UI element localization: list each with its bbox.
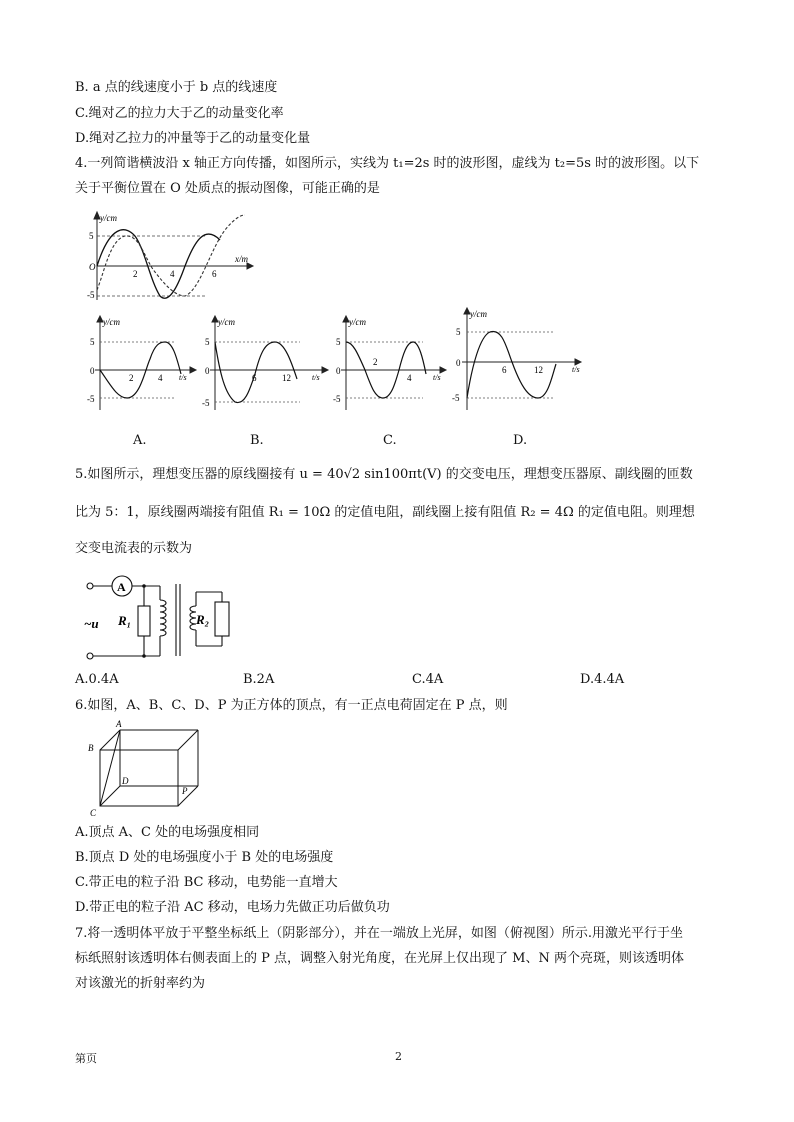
q5-option-d: D.4.4A [580, 672, 625, 687]
svg-text:6: 6 [252, 373, 257, 383]
transformer-circuit [82, 572, 242, 664]
q6-stem: 6.如图，A、B、C、D、P 为正方体的顶点，有一正点电荷固定在 P 点，则 [75, 698, 508, 713]
wave-tick-y: -5 [87, 290, 95, 300]
wave-ylabel: y/cm [100, 213, 117, 223]
q5-option-a: A.0.4A [75, 672, 119, 687]
svg-text:4: 4 [158, 373, 163, 383]
wave-diagram [85, 210, 260, 305]
svg-text:D: D [122, 776, 129, 786]
wave-tick-x: 2 [133, 269, 138, 279]
svg-text:6: 6 [502, 365, 507, 375]
svg-text:y/cm: y/cm [470, 309, 487, 319]
q4-stem-line1: 4.一列简谐横波沿 x 轴正方向传播，如图所示，实线为 t₁=2s 时的波形图，虚线为 t₂=5s 时的波形图。以下 [75, 156, 700, 171]
graph-d [450, 306, 590, 414]
cube-diagram [82, 718, 202, 818]
svg-text:5: 5 [205, 337, 210, 347]
svg-text:y/cm: y/cm [218, 317, 235, 327]
svg-text:5: 5 [336, 337, 341, 347]
svg-text:5: 5 [90, 337, 95, 347]
svg-text:A: A [117, 580, 126, 594]
q6-option-c: C.带正电的粒子沿 BC 移动，电势能一直增大 [75, 875, 338, 890]
svg-text:R₁: R₁ [118, 613, 132, 628]
q6-option-a: A.顶点 A、C 处的电场强度相同 [75, 825, 260, 840]
svg-text:0: 0 [205, 366, 210, 376]
q4-option-a: A. [133, 433, 147, 448]
q3-option-c: C.绳对乙的拉力大于乙的动量变化率 [75, 106, 284, 121]
svg-text:2: 2 [373, 357, 378, 367]
svg-text:4: 4 [407, 373, 412, 383]
svg-text:t/s: t/s [433, 373, 441, 382]
wave-tick-x: 4 [170, 269, 175, 279]
svg-text:0: 0 [336, 366, 341, 376]
svg-text:B: B [88, 743, 94, 753]
graph-a [85, 314, 200, 414]
svg-text:-5: -5 [333, 394, 341, 404]
svg-text:~u: ~u [84, 616, 99, 631]
svg-text:y/cm: y/cm [103, 317, 120, 327]
page-number: 2 [395, 1050, 402, 1063]
svg-text:-5: -5 [87, 394, 95, 404]
svg-text:P: P [182, 786, 188, 796]
q3-option-b: B. a 点的线速度小于 b 点的线速度 [75, 80, 278, 95]
svg-text:R₂: R₂ [196, 612, 210, 627]
wave-tick-x: 6 [212, 269, 217, 279]
dashed-wave [97, 215, 245, 296]
graph-b [200, 314, 335, 414]
svg-text:y/cm: y/cm [349, 317, 366, 327]
svg-text:0: 0 [456, 358, 461, 368]
q6-option-d: D.带正电的粒子沿 AC 移动，电场力先做正功后做负功 [75, 900, 390, 915]
graph-c [333, 314, 453, 414]
footer-label: 第页 [75, 1052, 97, 1065]
svg-text:A: A [116, 719, 122, 729]
svg-text:12: 12 [282, 373, 291, 383]
svg-text:0: 0 [90, 366, 95, 376]
svg-text:5: 5 [456, 327, 461, 337]
svg-text:C: C [90, 808, 97, 818]
q5-stem-line1: 5.如图所示，理想变压器的原线圈接有 u = 40√2 sin100πt(V) 的交变电压，理想变压器原、副线圈的匝数 [75, 467, 693, 482]
svg-text:-5: -5 [452, 393, 460, 403]
q4-stem-line2: 关于平衡位置在 O 处质点的振动图像，可能正确的是 [75, 181, 380, 196]
q5-option-b: B.2A [243, 672, 275, 687]
svg-text:12: 12 [534, 365, 543, 375]
q4-option-c: C. [383, 433, 397, 448]
svg-text:2: 2 [129, 373, 134, 383]
wave-xlabel: x/m [235, 254, 248, 264]
solid-wave [97, 230, 220, 298]
wave-origin: O [89, 262, 96, 272]
resistor-r2 [215, 602, 229, 636]
svg-text:t/s: t/s [179, 373, 187, 382]
q4-option-d: D. [513, 433, 528, 448]
q7-stem-line2: 标纸照射该透明体右侧表面上的 P 点，调整入射光角度，在光屏上仅出现了 M、N 两个亮斑，则该透明体 [75, 951, 684, 966]
q3-option-d: D.绳对乙拉力的冲量等于乙的动量变化量 [75, 131, 311, 146]
q6-option-b: B.顶点 D 处的电场强度小于 B 处的电场强度 [75, 850, 334, 865]
q5-stem-line3: 交变电流表的示数为 [75, 541, 193, 556]
svg-text:t/s: t/s [312, 373, 320, 382]
svg-text:-5: -5 [202, 398, 210, 408]
wave-tick-y: 5 [89, 231, 94, 241]
q4-option-b: B. [250, 433, 264, 448]
svg-text:t/s: t/s [572, 365, 580, 374]
resistor-r1 [138, 606, 150, 636]
q5-stem-line2: 比为 5：1，原线圈两端接有阻值 R₁ = 10Ω 的定值电阻，副线圈上接有阻值 R₂ = 4Ω 的定值电阻。则理想 [75, 505, 695, 520]
q7-stem-line1: 7.将一透明体平放于平整坐标纸上（阴影部分），并在一端放上光屏，如图（俯视图）所示.用激光平行于坐 [75, 926, 684, 941]
q7-stem-line3: 对该激光的折射率约为 [75, 976, 206, 991]
q5-option-c: C.4A [412, 672, 444, 687]
